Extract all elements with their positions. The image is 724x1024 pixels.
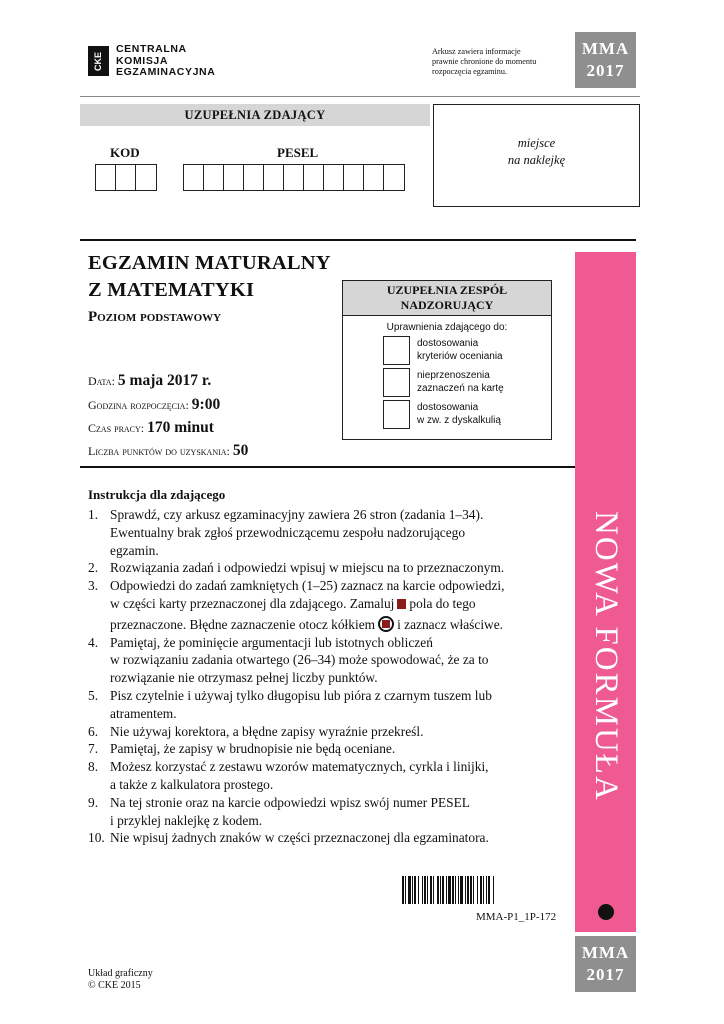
student-fill-bar: UZUPEŁNIA ZDAJĄCY bbox=[80, 104, 430, 126]
pesel-cell[interactable] bbox=[284, 165, 304, 190]
option-criteria[interactable]: dostosowania kryteriów oceniania bbox=[383, 336, 543, 366]
pesel-label: PESEL bbox=[277, 145, 319, 160]
pesel-cell[interactable] bbox=[344, 165, 364, 190]
barcode-text: MMA-P1_1P-172 bbox=[476, 911, 557, 923]
pesel-cell[interactable] bbox=[184, 165, 204, 190]
supervisors-header: UZUPEŁNIA ZESPÓŁ NADZORUJĄCY bbox=[343, 281, 551, 316]
instruction-item: 6. Nie używaj korektora, a błędne zapisy wyraźnie przekreśl. bbox=[88, 723, 424, 739]
barcode-bar bbox=[494, 876, 495, 904]
instructions-divider bbox=[80, 466, 575, 468]
cke-logo-icon: CKE bbox=[88, 46, 109, 76]
pesel-cell[interactable] bbox=[304, 165, 324, 190]
exam-date: Data: 5 maja 2017 r. bbox=[88, 372, 212, 389]
filled-square-icon bbox=[397, 599, 406, 609]
instruction-item: 10. Nie wpisuj żadnych znaków w części przeznaczonej dla egzaminatora. bbox=[88, 830, 489, 846]
exam-level: Poziom podstawowy bbox=[88, 309, 222, 325]
exam-points: Liczba punktów do uzyskania: 50 bbox=[88, 442, 249, 459]
title-divider bbox=[80, 239, 636, 241]
pesel-cell[interactable] bbox=[244, 165, 264, 190]
exam-duration: Czas pracy: 170 minut bbox=[88, 419, 214, 436]
supervisors-box bbox=[342, 280, 552, 440]
cke-logo-text: CENTRALNA KOMISJA EGZAMINACYJNA bbox=[116, 43, 216, 78]
instruction-item: 1. Sprawdź, czy arkusz egzaminacyjny zawiera 26 stron (zadania 1–34). Ewentualny brak zgłoś przewodniczącemu zespołu nadzorującego egzamin. bbox=[88, 507, 484, 558]
instruction-item: 8. Możesz korzystać z zestawu wzorów matematycznych, cyrkla i linijki, a także z kalkulatora prostego. bbox=[88, 759, 489, 792]
pesel-cell[interactable] bbox=[384, 165, 404, 190]
instruction-item: 9. Na tej stronie oraz na karcie odpowiedzi wpisz swój numer PESEL i przyklej naklejkę z kodem. bbox=[88, 794, 470, 828]
kod-cell[interactable] bbox=[116, 165, 136, 190]
instruction-item: 5. Pisz czytelnie i używaj tylko długopisu lub pióra z czarnym tuszem lub atramentem. bbox=[88, 687, 492, 721]
circled-square-icon bbox=[378, 616, 394, 632]
exam-code-top: MMA 2017 bbox=[575, 32, 636, 88]
kod-cell[interactable] bbox=[136, 165, 156, 190]
exam-title: EGZAMIN MATURALNY Z MATEMATYKI bbox=[88, 252, 331, 301]
banner-text: NOWA FORMUŁA bbox=[588, 510, 624, 802]
option-checkbox[interactable] bbox=[383, 336, 410, 365]
footer-credits: Układ graficzny © CKE 2015 bbox=[88, 968, 153, 991]
pesel-cell[interactable] bbox=[224, 165, 244, 190]
instruction-item: 4. Pamiętaj, że pominięcie argumentacji lub istotnych obliczeń w rozwiązaniu zadania otwartego (26–34) może spowodować, że za to rozwiązanie nie otrzymasz pełnej liczby punktów. bbox=[88, 634, 489, 686]
supervisors-subtitle: Uprawnienia zdającego do: bbox=[386, 322, 508, 333]
pesel-cell[interactable] bbox=[264, 165, 284, 190]
banner-dot bbox=[598, 904, 614, 920]
instructions-list bbox=[88, 506, 568, 847]
exam-code-bottom: MMA 2017 bbox=[575, 936, 636, 992]
pesel-cell[interactable] bbox=[324, 165, 344, 190]
confidentiality-note: Arkusz zawiera informacje prawnie chronione do momentu rozpoczęcia egzaminu. bbox=[432, 47, 537, 76]
pesel-field[interactable] bbox=[183, 164, 405, 191]
nowa-formula-banner bbox=[575, 252, 636, 932]
instructions-title: Instrukcja dla zdającego bbox=[88, 487, 226, 502]
header-divider bbox=[80, 96, 640, 97]
exam-start-time: Godzina rozpoczęcia: 9:00 bbox=[88, 396, 221, 413]
pesel-cell[interactable] bbox=[364, 165, 384, 190]
instruction-item: 2. Rozwiązania zadań i odpowiedzi wpisuj w miejscu na to przeznaczonym. bbox=[88, 560, 505, 576]
option-checkbox[interactable] bbox=[383, 368, 410, 397]
cke-logo bbox=[88, 44, 238, 84]
kod-cell[interactable] bbox=[96, 165, 116, 190]
option-checkbox[interactable] bbox=[383, 400, 410, 429]
option-no-transfer[interactable]: nieprzenoszenia zaznaczeń na kartę bbox=[383, 368, 543, 398]
instruction-item: 7. Pamiętaj, że zapisy w brudnopisie nie będą oceniane. bbox=[88, 741, 396, 757]
sticker-area: miejsce na naklejkę bbox=[433, 104, 640, 207]
kod-field[interactable] bbox=[95, 164, 157, 191]
kod-label: KOD bbox=[110, 145, 140, 160]
barcode bbox=[402, 876, 557, 904]
instruction-item: 3. Odpowiedzi do zadań zamkniętych (1–25) zaznacz na karcie odpowiedzi, w części karty przeznaczonej dla zdającego. Zamaluj pola do tego przeznaczone. Błędne zaznaczenie otocz kółkiem i zaznacz właściwe. bbox=[88, 578, 505, 632]
pesel-cell[interactable] bbox=[204, 165, 224, 190]
option-dyscalculia[interactable]: dostosowania w zw. z dyskalkulią bbox=[383, 400, 543, 430]
